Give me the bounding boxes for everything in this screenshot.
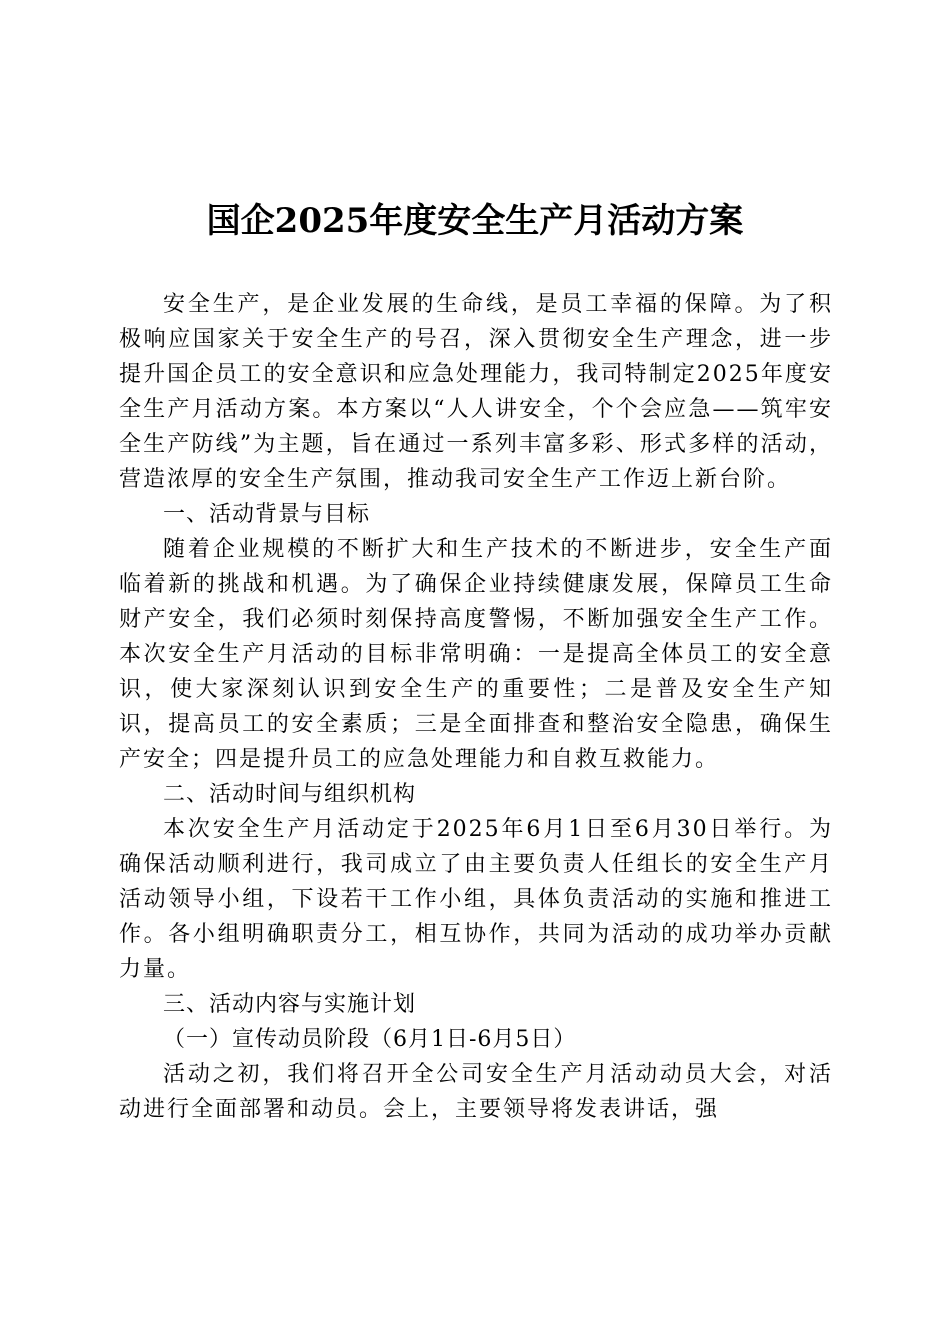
section-heading-schedule: 二、活动时间与组织机构 bbox=[163, 782, 417, 807]
document-title: 国企2025年度安全生产月活动方案 bbox=[206, 201, 744, 241]
section-heading-content: 三、活动内容与实施计划 bbox=[163, 992, 417, 1017]
publicity-paragraph: 活动之初，我们将召开全公司安全生产月活动动员大会，对活动进行全面部署和动员。会上，主要领导将发表讲话，强 bbox=[119, 1062, 833, 1122]
schedule-paragraph: 本次安全生产月活动定于2025年6月1日至6月30日举行。为确保活动顺利进行，我司成立了由主要负责人任组长的安全生产月活动领导小组，下设若干工作小组，具体负责活动的实施和推进工作。各小组明确职责分工，相互协作，共同为活动的成功举办贡献力量。 bbox=[119, 817, 833, 982]
background-paragraph: 随着企业规模的不断扩大和生产技术的不断进步，安全生产面临着新的挑战和机遇。为了确保企业持续健康发展，保障员工生命财产安全，我们必须时刻保持高度警惕，不断加强安全生产工作。本次安全生产月活动的目标非常明确：一是提高全体员工的安全意识，使大家深刻认识到安全生产的重要性；二是普及安全生产知识，提高员工的安全素质；三是全面排查和整治安全隐患，确保生产安全；四是提升员工的应急处理能力和自救互救能力。 bbox=[119, 537, 833, 772]
subsection-heading-publicity: （一）宣传动员阶段（6月1日-6月5日） bbox=[163, 1027, 577, 1052]
section-heading-background: 一、活动背景与目标 bbox=[163, 502, 371, 527]
document-body bbox=[119, 287, 833, 1127]
intro-paragraph: 安全生产，是企业发展的生命线，是员工幸福的保障。为了积极响应国家关于安全生产的号召，深入贯彻安全生产理念，进一步提升国企员工的安全意识和应急处理能力，我司特制定2025年度安全生产月活动方案。本方案以“人人讲安全，个个会应急——筑牢安全生产防线”为主题，旨在通过一系列丰富多彩、形式多样的活动，营造浓厚的安全生产氛围，推动我司安全生产工作迈上新台阶。 bbox=[119, 292, 833, 492]
